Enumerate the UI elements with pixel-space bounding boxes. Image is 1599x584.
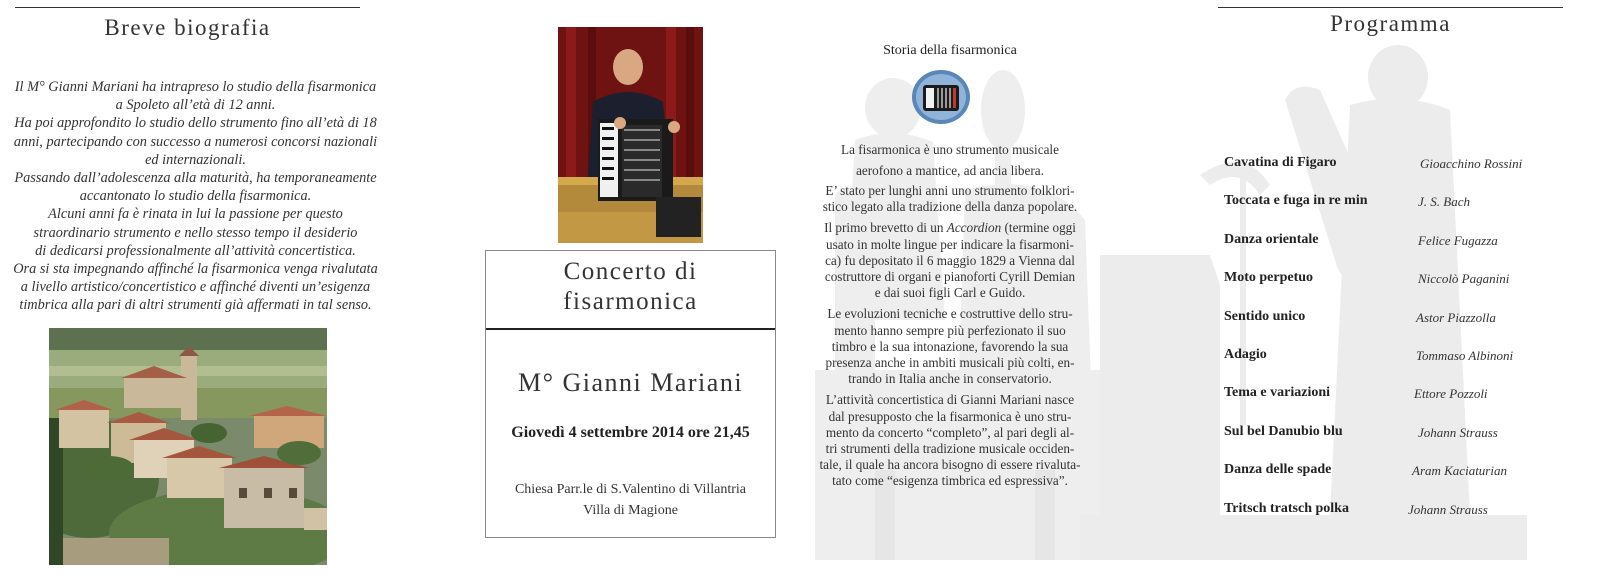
history-line-pre: Il primo brevetto di un [824, 220, 947, 236]
history-line: costruttore di organi e pianoforti Cyrill Demian [824, 269, 1076, 285]
biography-line: a Spoleto all’età di 12 anni. [115, 97, 276, 114]
history-line: e dai suoi figli Carl e Guido. [874, 285, 1026, 301]
program-top-rule [1218, 7, 1563, 8]
piece-title: Tritsch tratsch polka [1224, 500, 1349, 516]
piece-title: Tema e variazioni [1224, 385, 1331, 401]
venue-line: Chiesa Parr.le di S.Valentino di Villantria [514, 482, 747, 497]
history-line: mento hanno sempre più perfezionato il suo [834, 322, 1066, 338]
program-item [1224, 232, 1544, 270]
concert-info-box [485, 328, 776, 538]
program-item [1224, 424, 1544, 462]
biography-line: di dedicarsi professionalmente all’attività concertistica. [35, 242, 356, 259]
composer-name: Astor Piazzolla [1416, 309, 1496, 325]
history-line: tale, il quale ha ancora bisogno di essere rivaluta- [819, 457, 1081, 473]
piece-title: Danza delle spade [1224, 462, 1332, 478]
venue-line: Villa di Magione [583, 503, 678, 518]
history-body [812, 139, 1088, 495]
biography-top-rule [15, 7, 360, 8]
biography-line: straordinario strumento e nello stesso tempo il desiderio [33, 224, 358, 241]
piece-title: Adagio [1224, 346, 1267, 362]
history-line: dal presupposto che la fisarmonica è uno stru- [828, 408, 1072, 424]
biography-line: a livello artistico/concertistico e affinché diventi un’esigenza [20, 279, 371, 296]
biography-text [4, 78, 387, 315]
history-paragraph-5 [812, 392, 1088, 489]
concert-date: Giovedì 4 settembre 2014 ore 21,45 [511, 424, 750, 441]
biography-line: Ha poi approfondito lo studio dello strumento fino all’età di 18 [14, 115, 377, 132]
history-line: trando in Italia anche in conservatorio. [848, 371, 1052, 387]
history-line-em: Accordion [946, 220, 1002, 236]
biography-line: Passando dall’adolescenza alla maturità, ha temporaneamente [14, 170, 377, 187]
history-line: aerofono a mantice, ad ancia libera. [856, 163, 1044, 178]
history-paragraph-4 [812, 306, 1088, 387]
composer-name: Niccolò Paganini [1418, 271, 1510, 287]
biography-line: accantonato lo studio della fisarmonica. [79, 188, 312, 205]
history-line: mento da concerto “completo”, al pari degli al- [825, 424, 1075, 440]
biography-line: Alcuni anni fa è rinata in lui la passione per questo [48, 206, 343, 223]
program-item [1224, 193, 1544, 231]
history-line: tri strumenti della tradizione musicale occiden- [825, 441, 1075, 457]
biography-line: anni, partecipando con successo a numerosi concorsi nazionali [13, 133, 378, 150]
piece-title: Cavatina di Figaro [1224, 155, 1337, 170]
history-line: La fisarmonica è uno strumento musicale [841, 142, 1059, 157]
composer-name: Felice Fugazza [1418, 232, 1498, 248]
piece-title: Sentido unico [1224, 308, 1306, 324]
piece-title: Toccata e fuga in re min [1224, 193, 1368, 209]
biography-line: Ora si sta impegnando affinché la fisarmonica venga rivalutata [13, 261, 378, 278]
village-photo [49, 328, 327, 565]
performer-photo [558, 27, 703, 243]
composer-name: Gioacchino Rossini [1420, 156, 1523, 171]
program-item [1224, 270, 1544, 308]
history-line: Le evoluzioni tecniche e costruttive dello stru- [827, 306, 1073, 322]
venue [486, 479, 775, 521]
history-line: presenza anche in ambiti musicali più colti, en- [825, 355, 1075, 371]
history-line-post: (termine oggi [1001, 220, 1076, 236]
program-item [1224, 385, 1544, 423]
accordion-icon [910, 68, 972, 126]
program-item [1224, 309, 1544, 347]
history-line: ca) fu depositato il 6 maggio 1829 a Vienna dal [825, 252, 1075, 268]
history-line: tato come “esigenza timbrica ed espressiva”. [832, 473, 1068, 489]
biography-line: Il M° Gianni Mariani ha intrapreso lo studio della fisarmonica [14, 79, 377, 95]
biography-line: ed internazionali. [145, 151, 246, 168]
biography-line: timbrica alla pari di altri strumenti già affermati in tal senso. [19, 297, 372, 314]
performer-name: M° Gianni Mariani [517, 368, 744, 397]
concert-title-line2: fisarmonica [563, 288, 698, 315]
piece-title: Danza orientale [1224, 231, 1319, 247]
history-title: Storia della fisarmonica [883, 43, 1017, 58]
composer-name: Johann Strauss [1418, 424, 1498, 440]
history-line: L’attività concertistica di Gianni Mariani nasce [825, 392, 1075, 408]
concert-title-box [485, 250, 776, 330]
history-line: stico legato alla tradizione della danza popolare. [822, 199, 1078, 215]
composer-name: Ettore Pozzoli [1414, 386, 1488, 402]
history-line: timbro e la sua intonazione, favorendo la sua [831, 338, 1069, 354]
piece-title: Moto perpetuo [1224, 270, 1314, 286]
biography-title: Breve biografia [104, 15, 271, 40]
history-paragraph-2 [812, 183, 1088, 215]
history-line: usato in molte lingue per indicare la fisarmoni- [826, 236, 1074, 252]
history-paragraph-3 [812, 220, 1088, 301]
piece-title: Sul bel Danubio blu [1224, 423, 1343, 439]
history-paragraph-1 [812, 139, 1088, 181]
program-item [1224, 501, 1544, 539]
program-title: Programma [1330, 11, 1451, 36]
program-item [1224, 347, 1544, 385]
composer-name: Tommaso Albinoni [1416, 347, 1514, 363]
program-item [1224, 155, 1544, 193]
composer-name: Johann Strauss [1408, 501, 1488, 517]
program-list [1224, 155, 1544, 539]
history-line: E’ stato per lunghi anni uno strumento folklori- [825, 183, 1075, 198]
concert-title-line1: Concerto di [563, 258, 698, 285]
composer-name: Aram Kaciaturian [1412, 463, 1507, 479]
composer-name: J. S. Bach [1418, 194, 1470, 210]
program-item [1224, 462, 1544, 500]
